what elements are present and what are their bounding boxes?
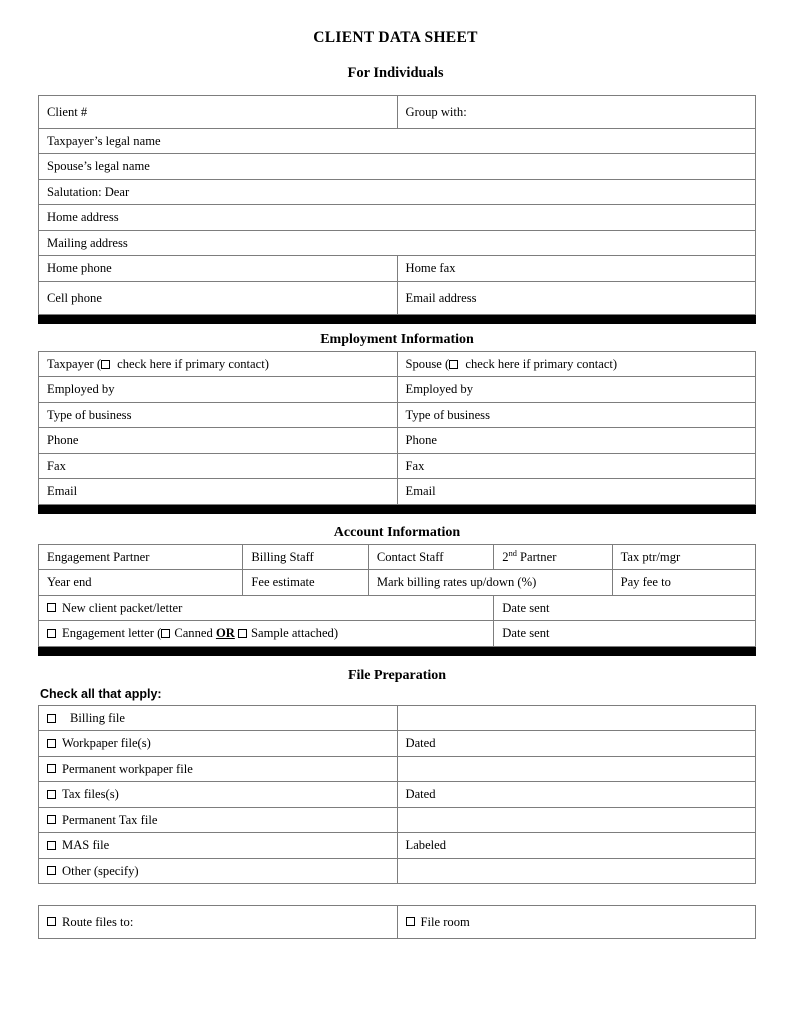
- file-prep-value-cell: Labeled: [397, 833, 756, 858]
- table-row: [39, 428, 756, 453]
- file-prep-label-cell: [39, 756, 398, 781]
- checkbox-icon[interactable]: [47, 841, 56, 850]
- employment-left-cell: Type of business: [39, 402, 398, 427]
- employment-left-cell: Email: [39, 479, 398, 504]
- individuals-label-cell: Mailing address: [39, 230, 756, 255]
- table-row: [39, 782, 756, 807]
- file-prep-label: Workpaper file(s): [62, 736, 151, 751]
- employment-taxpayer-primary-cell: [39, 352, 398, 377]
- engagement-letter-cell: [39, 621, 494, 646]
- page-subtitle: For Individuals: [347, 65, 444, 81]
- engagement-letter-prefix: Engagement letter (: [62, 626, 162, 641]
- second-partner-cell: [494, 545, 612, 570]
- engagement-letter-or: OR: [215, 626, 235, 641]
- table-row: [39, 807, 756, 832]
- route-files-to-label: Route files to:: [62, 914, 134, 929]
- employment-spouse-primary-cell: [397, 352, 756, 377]
- file-prep-label: Tax files(s): [62, 787, 119, 802]
- file-prep-label-cell: [39, 833, 398, 858]
- table-row: [39, 402, 756, 427]
- checkbox-icon[interactable]: [161, 629, 170, 638]
- page-title: CLIENT DATA SHEET: [313, 29, 478, 46]
- table-row: [39, 352, 756, 377]
- table-row: [39, 377, 756, 402]
- file-prep-label-cell: [39, 731, 398, 756]
- table-row: [39, 595, 756, 620]
- employment-left-cell: Phone: [39, 428, 398, 453]
- individuals-value-cell: Home fax: [397, 256, 756, 281]
- section-separator-bar: [39, 504, 756, 513]
- checkbox-icon[interactable]: [47, 603, 56, 612]
- second-partner-ordinal: nd: [508, 548, 517, 558]
- section-employment: [38, 332, 756, 514]
- file-prep-label-cell: [39, 858, 398, 883]
- tax-ptr-mgr-cell: Tax ptr/mgr: [612, 545, 755, 570]
- file-prep-value-cell: [397, 858, 756, 883]
- employment-spouse-suffix: check here if primary contact): [462, 357, 618, 371]
- account-heading: Account Information: [333, 525, 461, 540]
- file-prep-value-cell: [397, 807, 756, 832]
- employment-taxpayer-suffix: check here if primary contact): [114, 357, 269, 371]
- file-prep-label-cell: [39, 782, 398, 807]
- table-row: [39, 706, 756, 731]
- billing-staff-cell: Billing Staff: [243, 545, 368, 570]
- checkbox-icon[interactable]: [47, 714, 56, 723]
- checkbox-icon[interactable]: [47, 866, 56, 875]
- file-prep-label: Permanent Tax file: [62, 812, 158, 827]
- table-row: [39, 96, 756, 129]
- checkbox-icon[interactable]: [101, 360, 110, 369]
- file-prep-label-cell: [39, 807, 398, 832]
- section-separator-bar: [39, 314, 756, 323]
- mark-billing-rates-cell: Mark billing rates up/down (%): [368, 570, 612, 595]
- new-client-packet-cell: [39, 595, 494, 620]
- file-prep-label: MAS file: [62, 838, 110, 853]
- checkbox-icon[interactable]: [47, 790, 56, 799]
- fee-estimate-cell: Fee estimate: [243, 570, 368, 595]
- individuals-label-cell: Taxpayer’s legal name: [39, 129, 756, 154]
- table-row: [39, 545, 756, 570]
- individuals-label-cell: Salutation: Dear: [39, 179, 756, 204]
- table-row: [39, 281, 756, 314]
- account-table: [38, 544, 756, 656]
- table-row: [39, 621, 756, 646]
- checkbox-icon[interactable]: [47, 764, 56, 773]
- checkbox-icon[interactable]: [406, 917, 415, 926]
- file-preparation-heading: File Preparation: [347, 668, 447, 683]
- employment-table: [38, 351, 756, 514]
- table-row: [39, 154, 756, 179]
- engagement-letter-canned: Canned: [174, 626, 216, 641]
- table-row: [39, 205, 756, 230]
- table-row: [39, 256, 756, 281]
- employment-right-cell: Email: [397, 479, 756, 504]
- file-room-label: File room: [420, 914, 470, 929]
- year-end-cell: Year end: [39, 570, 243, 595]
- file-prep-label: Other (specify): [62, 863, 139, 878]
- table-row: [39, 906, 756, 939]
- employment-right-cell: Fax: [397, 453, 756, 478]
- individuals-table: [38, 95, 756, 324]
- employment-spouse-prefix: Spouse (: [405, 357, 450, 371]
- checkbox-icon[interactable]: [47, 917, 56, 926]
- individuals-value-cell: Group with:: [397, 96, 756, 129]
- table-row: [39, 479, 756, 504]
- individuals-label-cell: Spouse’s legal name: [39, 154, 756, 179]
- file-prep-value-cell: Dated: [397, 731, 756, 756]
- file-room-cell: [397, 906, 756, 939]
- check-all-that-apply-label: Check all that apply:: [40, 687, 162, 701]
- employment-left-cell: Fax: [39, 453, 398, 478]
- engagement-partner-cell: Engagement Partner: [39, 545, 243, 570]
- engagement-letter-sample: Sample attached): [250, 626, 339, 641]
- individuals-value-cell: Email address: [397, 281, 756, 314]
- pay-fee-to-cell: Pay fee to: [612, 570, 755, 595]
- checkbox-icon[interactable]: [47, 629, 56, 638]
- employment-left-cell: Employed by: [39, 377, 398, 402]
- file-preparation-table: [38, 705, 756, 884]
- individuals-label-cell: Home address: [39, 205, 756, 230]
- employment-taxpayer-prefix: Taxpayer (: [47, 357, 102, 371]
- table-row: [39, 230, 756, 255]
- individuals-label-cell: Home phone: [39, 256, 398, 281]
- file-prep-label: Permanent workpaper file: [62, 761, 193, 776]
- file-prep-value-cell: [397, 706, 756, 731]
- section-account: [38, 525, 756, 656]
- checkbox-icon[interactable]: [47, 739, 56, 748]
- checkbox-icon[interactable]: [238, 629, 247, 638]
- table-row: [39, 731, 756, 756]
- new-client-date-sent-cell: Date sent: [494, 595, 756, 620]
- table-row: [39, 858, 756, 883]
- section-separator-bar: [39, 646, 756, 655]
- new-client-packet-label: New client packet/letter: [62, 600, 183, 615]
- employment-right-cell: Phone: [397, 428, 756, 453]
- table-row: [39, 570, 756, 595]
- employment-right-cell: Type of business: [397, 402, 756, 427]
- second-partner-rest: Partner: [516, 550, 557, 564]
- section-file-preparation: [38, 668, 756, 884]
- contact-staff-cell: Contact Staff: [368, 545, 493, 570]
- second-partner-number: 2: [502, 550, 509, 564]
- file-prep-value-cell: Dated: [397, 782, 756, 807]
- table-row: [39, 453, 756, 478]
- file-prep-label-cell: [39, 706, 398, 731]
- checkbox-icon[interactable]: [47, 815, 56, 824]
- table-row: [39, 833, 756, 858]
- route-files-to-cell: [39, 906, 398, 939]
- section-route-files: [38, 905, 756, 939]
- table-row: [39, 179, 756, 204]
- file-prep-value-cell: [397, 756, 756, 781]
- route-files-table: [38, 905, 756, 939]
- individuals-label-cell: Client #: [39, 96, 398, 129]
- file-prep-label: Billing file: [70, 711, 125, 725]
- section-individuals: [38, 95, 756, 324]
- engagement-date-sent-cell: Date sent: [494, 621, 756, 646]
- table-row: [39, 756, 756, 781]
- individuals-label-cell: Cell phone: [39, 281, 398, 314]
- employment-right-cell: Employed by: [397, 377, 756, 402]
- employment-heading: Employment Information: [320, 332, 474, 347]
- checkbox-icon[interactable]: [449, 360, 458, 369]
- table-row: [39, 129, 756, 154]
